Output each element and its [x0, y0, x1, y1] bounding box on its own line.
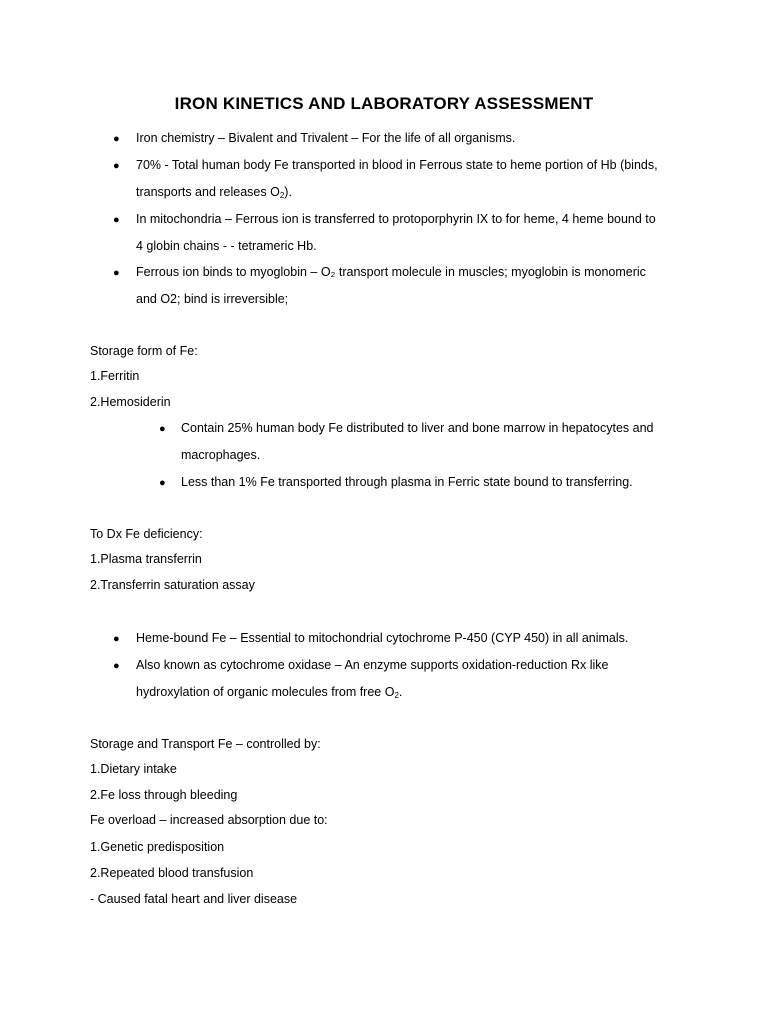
bullet-icon: ● — [113, 214, 120, 226]
control-item-bleeding: 2.Fe loss through bleeding — [90, 788, 238, 802]
document-title: IRON KINETICS AND LABORATORY ASSESSMENT — [174, 94, 594, 113]
bullet-myoglobin-line2: and O2; bind is irreversible; — [136, 292, 289, 306]
bullet-icon: ● — [113, 267, 120, 279]
cytochrome-line2-text: hydroxylation of organic molecules from free O — [136, 685, 395, 699]
storage-item-ferritin: 1.Ferritin — [90, 369, 140, 383]
subscript-2: 2 — [279, 191, 285, 200]
bullet-70-percent-line2 — [136, 185, 292, 200]
bullet-cytochrome-oxidase-line1: Also known as cytochrome oxidase – An enzyme supports oxidation-reduction Rx like — [136, 658, 609, 672]
bullet-contain-25-line1: Contain 25% human body Fe distributed to liver and bone marrow in hepatocytes and — [181, 421, 654, 435]
bullet-70-percent-text: 70% - Total human body Fe transported in blood in Ferrous state to heme portion of Hb (binds, — [136, 158, 658, 172]
dx-heading: To Dx Fe deficiency: — [90, 527, 203, 541]
bullet-icon: ● — [159, 477, 166, 489]
overload-item-transfusion: 2.Repeated blood transfusion — [90, 866, 254, 880]
bullet-icon: ● — [113, 660, 120, 672]
bullet-icon: ● — [113, 133, 120, 145]
overload-item-fatal-disease: - Caused fatal heart and liver disease — [90, 892, 298, 906]
bullet-contain-25-line2: macrophages. — [181, 448, 261, 462]
bullet-iron-chemistry: Iron chemistry – Bivalent and Trivalent – For the life of all organisms. — [136, 131, 516, 145]
overload-heading: Fe overload – increased absorption due to: — [90, 813, 328, 827]
bullet-mitochondria-line2: 4 globin chains - - tetrameric Hb. — [136, 239, 317, 253]
storage-heading: Storage form of Fe: — [90, 344, 198, 358]
bullet-70-percent-line2-end: ). — [284, 185, 292, 199]
bullet-icon: ● — [159, 423, 166, 435]
bullet-cytochrome-oxidase-line2 — [136, 685, 402, 700]
dx-item-saturation-assay: 2.Transferrin saturation assay — [90, 578, 255, 592]
bullet-70-percent-line2-text: transports and releases O — [136, 185, 280, 199]
subscript-2: 2 — [394, 691, 399, 700]
overload-item-genetic: 1.Genetic predisposition — [90, 840, 225, 854]
control-heading: Storage and Transport Fe – controlled by: — [90, 737, 321, 751]
bullet-less-than-1: Less than 1% Fe transported through plasma in Ferric state bound to transferring. — [181, 475, 633, 489]
bullet-icon: ● — [113, 160, 120, 172]
dx-item-plasma-transferrin: 1.Plasma transferrin — [90, 552, 202, 566]
bullet-heme-bound: Heme-bound Fe – Essential to mitochondrial cytochrome P-450 (CYP 450) in all animals. — [136, 631, 629, 645]
storage-item-hemosiderin: 2.Hemosiderin — [90, 395, 171, 409]
bullet-icon: ● — [113, 633, 120, 645]
bullet-70-percent-line1 — [136, 158, 678, 172]
bullet-myoglobin-line1: Ferrous ion binds to myoglobin – O₂ transport molecule in muscles; myoglobin is monomeric — [136, 265, 646, 279]
cytochrome-line2-end: . — [398, 685, 403, 699]
bullet-mitochondria-line1: In mitochondria – Ferrous ion is transferred to protoporphyrin IX to for heme, 4 heme bound to — [136, 212, 656, 226]
control-item-dietary: 1.Dietary intake — [90, 762, 177, 776]
